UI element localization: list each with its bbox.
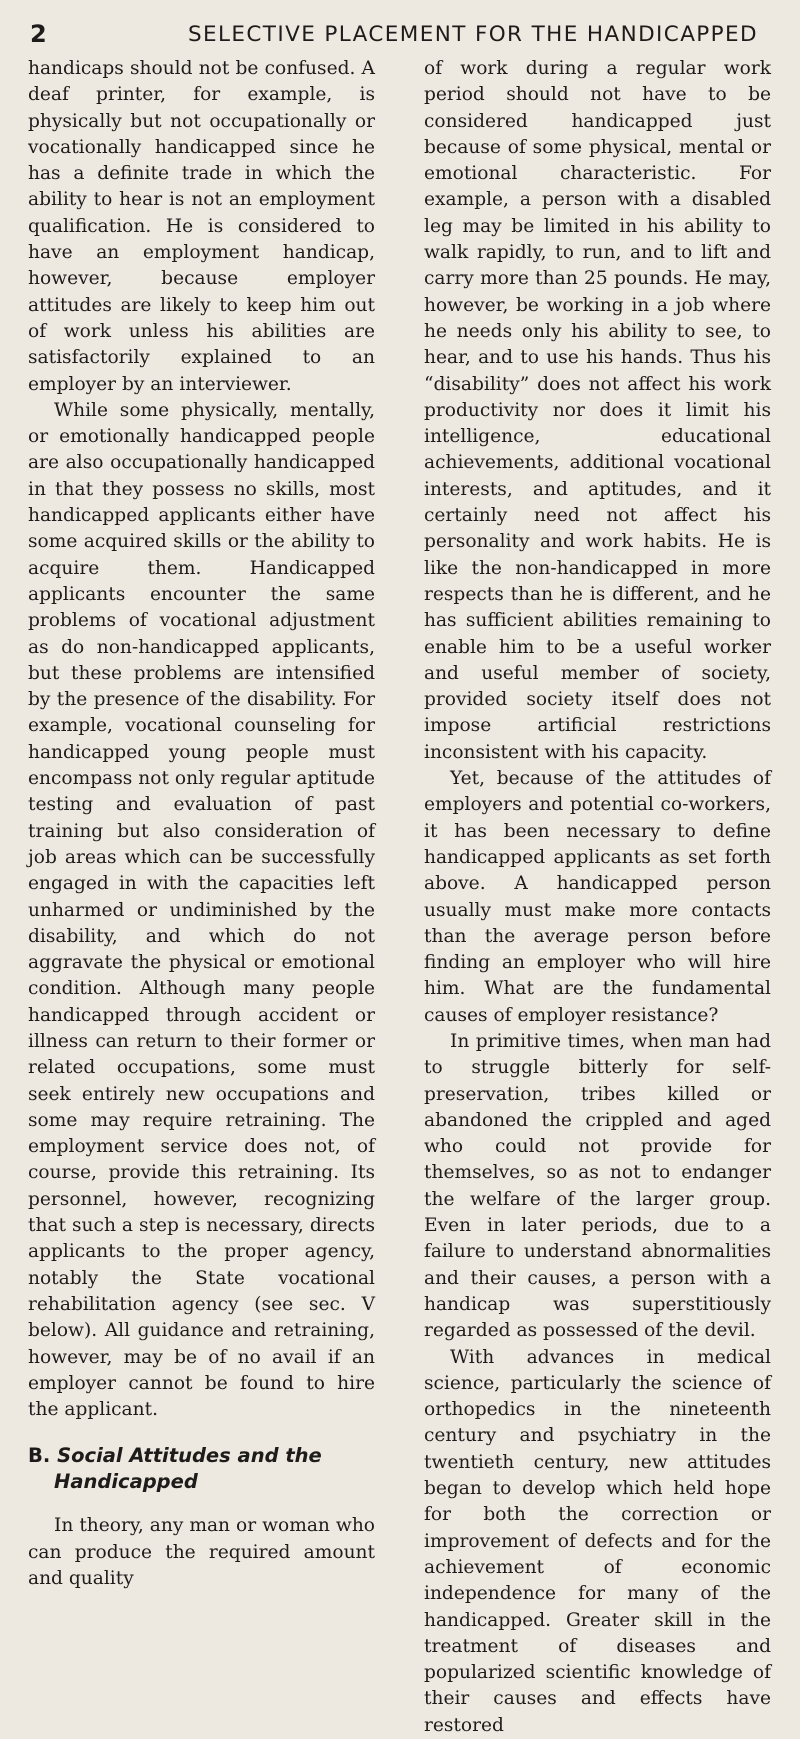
section-heading xyxy=(28,1443,375,1495)
right-paragraph-2: Yet, because of the attitudes of employers and potential co-workers, it has been necessary to define handicapped applicants as set forth above. A handicapped person usually must make more contacts than the average person before finding an employer who will hire him. What are the fundamental causes of employer resistance? xyxy=(424,768,771,1026)
left-paragraph-1: handicaps should not be confused. A deaf printer, for example, is physically but not occupationally or vocationally handicapped since he has a definite trade in which the ability to hear is not an employment qualification. He is considered to have an employment handicap, however, because employer attitudes are likely to keep him out of work unless his abilities are satisfactorily explained to an employer by an interviewer. xyxy=(28,58,375,395)
running-head: SELECTIVE PLACEMENT FOR THE HANDICAPPED xyxy=(188,21,758,47)
section-letter: B. xyxy=(28,1444,51,1468)
page-number: 2 xyxy=(30,20,47,48)
right-column xyxy=(424,56,771,1739)
left-paragraph-2: While some physically, mentally, or emotionally handicapped people are also occupationally handicapped in that they possess no skills, most handicapped applicants either have some acquired skills or the ability to acquire them. Handicapped applicants encounter the same problems of vocational adjustment as do non-handicapped applicants, but these problems are intensified by the presence of the disability. For example, vocational counseling for handicapped young people must encompass not only regular aptitude testing and evaluation of past training but also consideration of job areas which can be successfully engaged in with the capacities left unharmed or undiminished by the disability, and which do not aggravate the physical or emotional condition. Although many people handicapped through accident or illness can return to their former or related occupations, some must seek entirely new occupations and some may require retraining. The employment service does not, of course, provide this retraining. Its personnel, however, recognizing that such a step is necessary, directs applicants to the proper agency, notably the State vocational rehabilitation agency (see sec. V below). All guidance and retraining, however, may be of no avail if an employer cannot be found to hire the applicant. xyxy=(28,399,375,1421)
right-paragraph-4: With advances in medical science, particularly the science of orthopedics in the nineteenth century and psychiatry in the twentieth century, new attitudes began to develop which held hope for both the correction or improvement of defects and for the achievement of economic independence for many of the handicapped. Greater skill in the treatment of diseases and popularized scientific knowledge of their causes and effects have restored xyxy=(424,1346,771,1736)
right-paragraph-1: of work during a regular work period should not have to be considered handicapped just because of some physical, mental or emotional characteristic. For example, a person with a disabled leg may be limited in his ability to walk rapidly, to run, and to lift and carry more than 25 pounds. He may, however, be working in a job where he needs only his ability to see, to hear, and to use his hands. Thus his “disability” does not affect his work productivity nor does it limit his intelligence, educational achievements, additional vocational interests, and aptitudes, and it certainly need not affect his personality and work habits. He is like the non-handicapped in more respects than he is different, and he has sufficient abilities remaining to enable him to be a useful worker and useful member of society, provided society itself does not impose artificial restrictions inconsistent with his capacity. xyxy=(424,58,771,763)
left-column xyxy=(28,56,375,1592)
left-paragraph-3: In theory, any man or woman who can produce the required amount and quality xyxy=(28,1515,375,1590)
right-paragraph-3: In primitive times, when man had to struggle bitterly for self-preservation, tribes killed or abandoned the crippled and aged who could not provide for themselves, so as not to endanger the welfare of the larger group. Even in later periods, due to a failure to understand abnormalities and their causes, a person with a handicap was superstitiously regarded as possessed of the devil. xyxy=(424,1030,771,1342)
section-title: Social Attitudes and the Handicapped xyxy=(54,1444,322,1494)
page-header xyxy=(28,14,788,54)
